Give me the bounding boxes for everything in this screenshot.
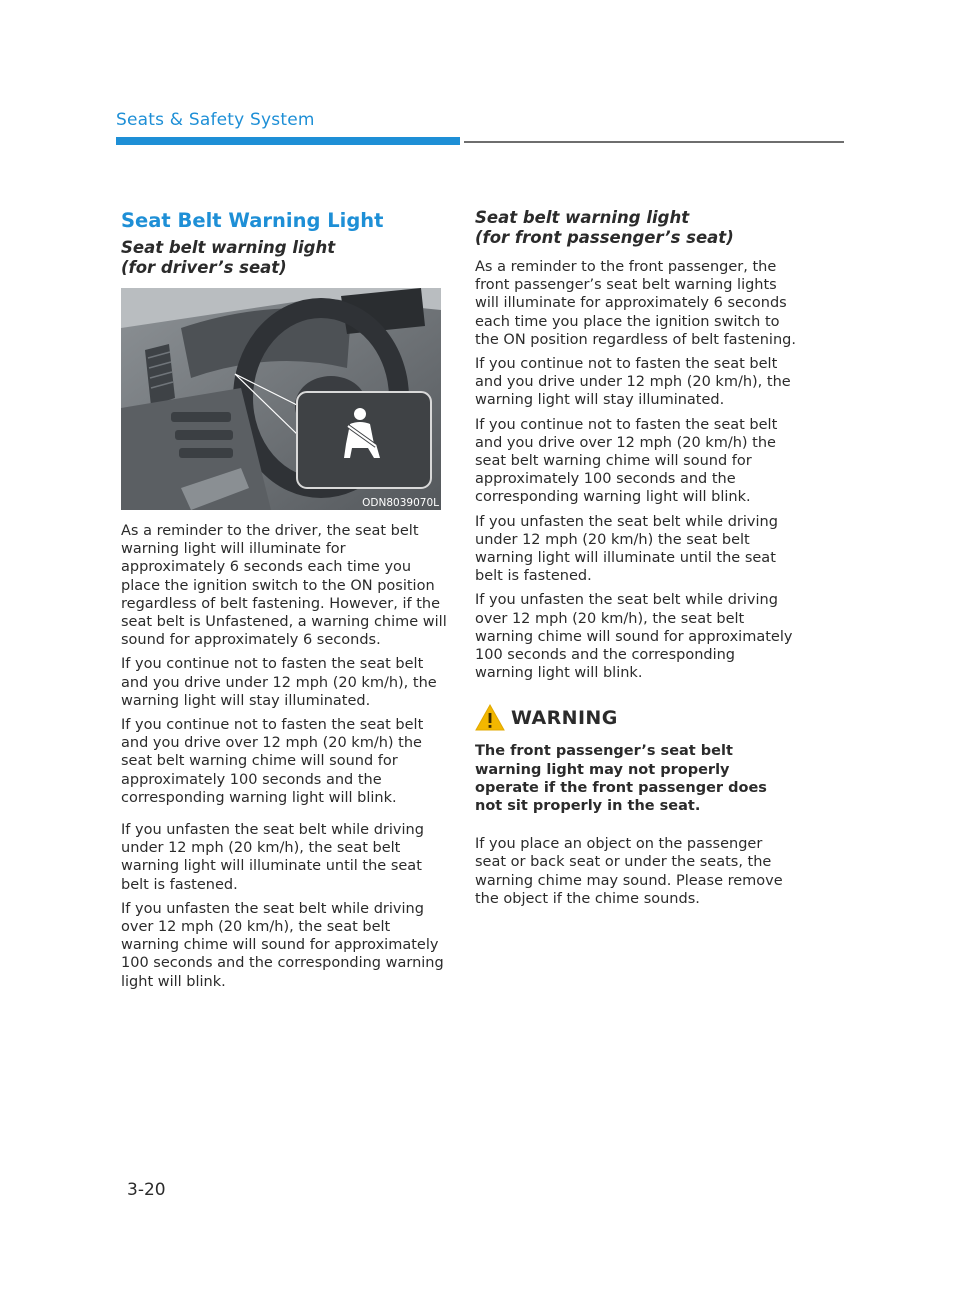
driver-seat-subhead bbox=[121, 238, 449, 278]
right-paragraph-3: If you continue not to fasten the seat belt and you drive over 12 mph (20 km/h) the seat belt warning chime will sound for approximately 100 seconds and the corresponding warning light will blink. bbox=[475, 416, 778, 506]
left-column bbox=[121, 208, 449, 997]
passenger-subhead-line-2: (for front passenger’s seat) bbox=[475, 228, 734, 247]
passenger-seat-subhead bbox=[475, 208, 797, 248]
header-rule bbox=[464, 141, 844, 143]
right-column bbox=[475, 208, 797, 914]
driver-subhead-line-1: Seat belt warning light bbox=[121, 238, 336, 257]
page-number: 3-20 bbox=[127, 1180, 166, 1200]
driver-subhead-line-2: (for driver’s seat) bbox=[121, 258, 287, 277]
right-paragraph-4: If you unfasten the seat belt while driving under 12 mph (20 km/h) the seat belt warning light will illuminate until the seat belt is fastened. bbox=[475, 513, 778, 585]
section-title: Seat Belt Warning Light bbox=[121, 209, 384, 232]
warning-statement: The front passenger’s seat belt warning light may not properly operate if the front passenger does not sit properly in the seat. bbox=[475, 743, 767, 815]
warning-label: WARNING bbox=[511, 707, 618, 730]
warning-text: If you place an object on the passenger seat or back seat or under the seats, the warning chime may sound. Please remove the object if the chime sounds. bbox=[475, 836, 783, 907]
right-paragraph-1: As a reminder to the front passenger, the front passenger’s seat belt warning lights will illuminate for approximately 6 seconds each time you place the ignition switch to the ON position regardless of belt fastening. bbox=[475, 259, 796, 348]
section-header-title: Seats & Safety System bbox=[116, 110, 315, 130]
figure-code: ODN8039070L bbox=[362, 497, 439, 509]
left-paragraph-4: If you unfasten the seat belt while driving under 12 mph (20 km/h), the seat belt warning light will illuminate until the seat belt is fastened. bbox=[121, 822, 424, 893]
passenger-subhead-line-1: Seat belt warning light bbox=[475, 208, 690, 227]
left-paragraph-3: If you continue not to fasten the seat belt and you drive over 12 mph (20 km/h) the seat belt warning chime will sound for approximately 100 seconds and the corresponding warning light will blink. bbox=[121, 717, 424, 806]
warning-triangle-icon bbox=[475, 704, 505, 732]
right-paragraph-2: If you continue not to fasten the seat belt and you drive under 12 mph (20 km/h), the warning light will stay illuminated. bbox=[475, 356, 791, 409]
left-paragraph-2: If you continue not to fasten the seat belt and you drive under 12 mph (20 km/h), the warning light will stay illuminated. bbox=[121, 656, 437, 709]
left-paragraph-5: If you unfasten the seat belt while driving over 12 mph (20 km/h), the seat belt warning chime will sound for approximately 100 seconds and the corresponding warning light will blink. bbox=[121, 900, 444, 990]
warning-heading bbox=[475, 704, 797, 732]
right-paragraph-5: If you unfasten the seat belt while driving over 12 mph (20 km/h), the seat belt warning chime will sound for approximately 100 seconds and the corresponding warning light will blink. bbox=[475, 592, 793, 682]
dashboard-figure bbox=[121, 288, 441, 510]
header-rule-accent bbox=[116, 137, 460, 145]
dashboard-illustration bbox=[121, 288, 441, 510]
left-paragraph-1: As a reminder to the driver, the seat belt warning light will illuminate for approximately 6 seconds each time you place the ignition switch to the ON position regardless of belt fastening. However, if the seat belt is Unfastened, a warning chime will sound for approximately 6 seconds. bbox=[121, 523, 447, 649]
